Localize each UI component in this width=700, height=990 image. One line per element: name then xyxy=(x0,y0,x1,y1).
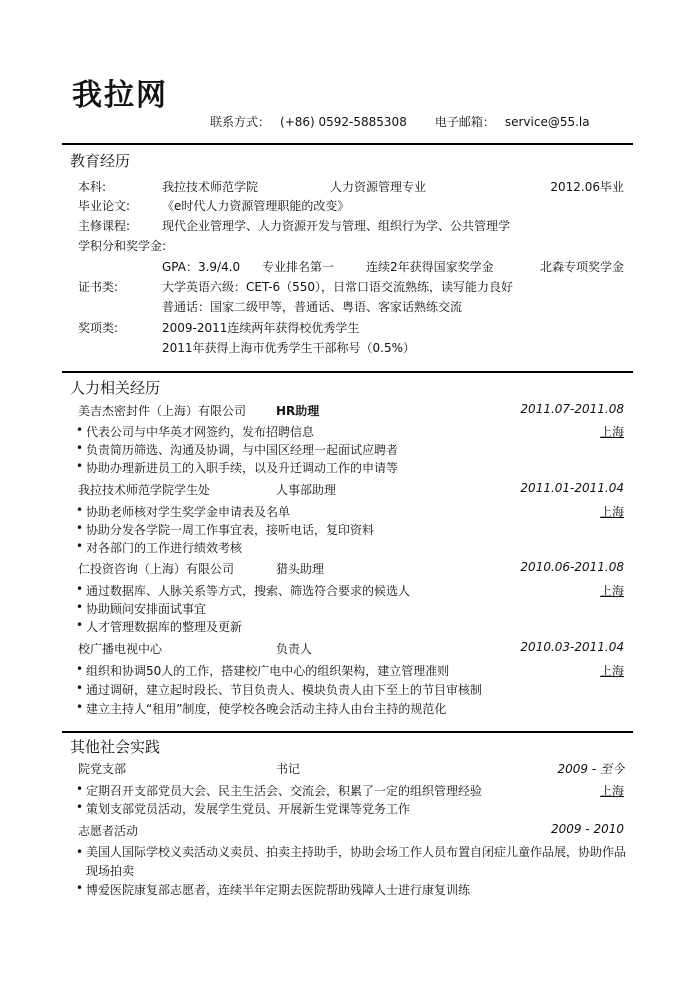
section-divider xyxy=(62,371,633,373)
contact-line xyxy=(210,113,590,130)
social-org: 志愿者活动 xyxy=(78,824,139,838)
courses: 现代企业管理学、人力资源开发与管理、组织行为学、公共管理学 xyxy=(162,219,511,233)
graduation-date: 2012.06毕业 xyxy=(550,180,624,194)
section-divider xyxy=(62,731,633,733)
job-role: HR助理 xyxy=(276,404,320,418)
job-bullet: • 协助办理新进员工的入职手续，以及升迁调动工作的申请等 xyxy=(86,459,398,476)
job-role: 负责人 xyxy=(276,642,313,656)
email-label: 电子邮箱： xyxy=(434,115,495,129)
job-location[interactable]: 上海 xyxy=(599,425,624,439)
social-bullet: • 美国人国际学校义卖活动义卖员、拍卖主持助手，协助会场工作人员布置自闭症儿童作品展，协助作品现场拍卖 xyxy=(86,843,626,881)
job-role: 人事部助理 xyxy=(276,483,337,497)
job-dates: 2010.03-2011.04 xyxy=(520,640,624,654)
cert-line-1: 大学英语六级：CET-6（550），日常口语交流熟练，读写能力良好 xyxy=(162,280,514,294)
job-bullet: • 协助顾问安排面试事宜 xyxy=(86,600,206,617)
social-bullet: • 博爱医院康复部志愿者，连续半年定期去医院帮助残障人士进行康复训练 xyxy=(86,881,470,898)
degree-label: 本科: xyxy=(78,180,107,194)
job-bullet: • 建立主持人“租用”制度，使学校各晚会活动主持人由台主持的规范化 xyxy=(86,700,446,717)
job-dates: 2011.07-2011.08 xyxy=(520,402,624,416)
special-scholarship: 北森专项奖学金 xyxy=(539,260,624,274)
job-bullet: • 通过数据库、人脉关系等方式，搜索、筛选符合要求的候选人 xyxy=(86,582,410,599)
major: 人力资源管理专业 xyxy=(330,180,427,194)
phone-number: (+86) 0592-5885308 xyxy=(280,115,407,129)
section-title-social: 其他社会实践 xyxy=(70,738,161,756)
section-divider xyxy=(62,143,633,145)
email-address[interactable]: service@55.la xyxy=(504,115,590,129)
job-bullet: • 协助分发各学院一周工作事宜表，接听电话，复印资料 xyxy=(86,521,374,538)
job-bullet: • 代表公司与中华英才网签约，发布招聘信息 xyxy=(86,423,314,440)
job-org: 我拉技术师范学院学生处 xyxy=(78,483,211,497)
job-bullet: • 人才管理数据库的整理及更新 xyxy=(86,618,242,635)
courses-label: 主修课程: xyxy=(78,219,131,233)
social-bullet: • 策划支部党员活动，发展学生党员、开展新生党课等党务工作 xyxy=(86,800,410,817)
gpa-label: 学积分和奖学金: xyxy=(78,239,167,253)
job-location[interactable]: 上海 xyxy=(599,584,624,598)
contact-label: 联系方式： xyxy=(210,115,271,129)
social-dates: 2009 - 2010 xyxy=(550,822,624,836)
resume-name: 我拉网 xyxy=(72,78,168,113)
scholarship: 连续2年获得国家奖学金 xyxy=(366,260,494,274)
rank: 专业排名第一 xyxy=(262,260,335,274)
social-role: 书记 xyxy=(276,762,301,776)
section-title-experience: 人力相关经历 xyxy=(70,379,161,397)
cert-label: 证书类: xyxy=(78,280,119,294)
gpa: GPA：3.9/4.0 xyxy=(162,260,241,274)
job-dates: 2011.01-2011.04 xyxy=(520,481,624,495)
job-bullet: • 对各部门的工作进行绩效考核 xyxy=(86,539,242,556)
job-org: 美吉杰密封件（上海）有限公司 xyxy=(78,404,247,418)
job-location[interactable]: 上海 xyxy=(599,505,624,519)
job-org: 仁投资咨询（上海）有限公司 xyxy=(78,562,235,576)
social-bullet: • 定期召开支部党员大会、民主生活会、交流会，积累了一定的组织管理经验 xyxy=(86,782,482,799)
awards-label: 奖项类: xyxy=(78,321,119,335)
job-bullet: • 负责简历筛选、沟通及协调，与中国区经理一起面试应聘者 xyxy=(86,441,398,458)
job-location[interactable]: 上海 xyxy=(599,664,624,678)
school-name: 我拉技术师范学院 xyxy=(162,180,259,194)
job-org: 校广播电视中心 xyxy=(78,642,163,656)
social-org: 院党支部 xyxy=(78,762,127,776)
award-1: 2009-2011连续两年获得校优秀学生 xyxy=(162,321,360,335)
job-bullet: • 通过调研，建立起时段长、节目负责人、模块负责人由下至上的节目审核制 xyxy=(86,681,482,698)
job-dates: 2010.06-2011.08 xyxy=(520,560,624,574)
thesis-title: 《e时代人力资源管理职能的改变》 xyxy=(162,199,350,213)
social-location[interactable]: 上海 xyxy=(599,784,624,798)
section-title-education: 教育经历 xyxy=(70,152,131,170)
social-dates: 2009 - 至今 xyxy=(557,762,624,776)
job-bullet: • 组织和协调50人的工作，搭建校广电中心的组织架构，建立管理准则 xyxy=(86,662,449,679)
cert-line-2: 普通话：国家二级甲等，普通话、粤语、客家话熟练交流 xyxy=(162,300,463,314)
thesis-label: 毕业论文: xyxy=(78,199,131,213)
award-2: 2011年获得上海市优秀学生干部称号（0.5%） xyxy=(162,341,416,355)
job-bullet: • 协助老师核对学生奖学金申请表及名单 xyxy=(86,503,290,520)
job-role: 猎头助理 xyxy=(276,562,325,576)
